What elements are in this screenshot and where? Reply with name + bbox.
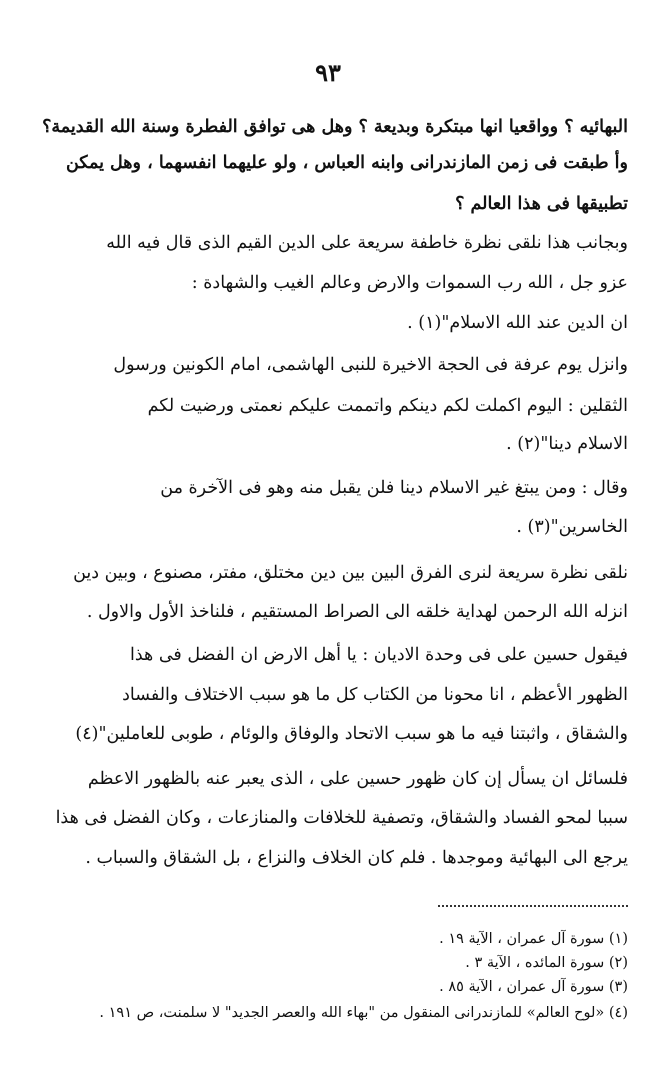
body-line: فلسائل ان يسأل إن كان ظهور حسين على ، الذى يعبر عنه بالظهور الاعظم [87,769,628,789]
body-line: البهائيه ؟ وواقعيا انها مبتكرة وبديعة ؟ وهل هى توافق الفطرة وسنة الله القديمة؟ [42,117,628,137]
body-line: وأ طبقت فى زمن المازندرانى وابنه العباس ، ولو عليهما انفسهما ، وهل يمكن [65,153,628,173]
body-line: فيقول حسين على فى وحدة الاديان : يا أهل الارض ان الفضل فى هذا [130,645,628,665]
footnote: (٣) سورة آل عمران ، الآية ٨٥ . [439,979,628,995]
body-line: نلقى نظرة سريعة لنرى الفرق البين بين دين مختلق، مفتر، مصنوع ، وبين دين [73,563,628,583]
body-line: تطبيقها فى هذا العالم ؟ [455,194,628,214]
footnote: (٢) سورة المائده ، الآية ٣ . [465,955,628,971]
body-line: عزو جل ، الله رب السموات والارض وعالم الغيب والشهادة : [191,273,628,293]
footnote: (١) سورة آل عمران ، الآية ١٩ . [439,931,628,947]
body-line: وقال : ومن يبتغ غير الاسلام دينا فلن يقبل منه وهو فى الآخرة من [160,478,628,498]
body-line: الظهور الأعظم ، انا محونا من الكتاب كل ما هو سبب الاختلاف والفساد [122,685,628,705]
body-line: والشقاق ، واثبتنا فيه ما هو سبب الاتحاد والوفاق والوئام ، طوبى للعاملين"(٤) [75,724,628,744]
footnote: (٤) «لوح العالم» للمازندرانى المنقول من "بهاء الله والعصر الجديد" لا سلمنت، ص ١٩١ . [99,1005,628,1021]
body-line: الاسلام دينا"(٢) . [506,434,628,454]
body-line: الخاسرين"(٣) . [516,517,628,537]
body-line: انزله الله الرحمن لهداية خلقه الى الصراط المستقيم ، فلناخذ الأول والاول . [86,602,628,622]
body-line: الثقلين : اليوم اكملت لكم دينكم واتممت عليكم نعمتى ورضيت لكم [147,396,628,416]
body-line: سببا لمحو الفساد والشقاق، وتصفية للخلافات والمنازعات ، وكان الفضل فى هذا [55,808,628,828]
body-line: وبجانب هذا نلقى نظرة خاطفة سريعة على الدين القيم الذى قال فيه الله [106,233,628,253]
body-line: يرجع الى البهائية وموجدها . فلم كان الخلاف والنزاع ، بل الشقاق والسباب . [85,848,628,868]
page-number: ٩٣ [315,58,341,87]
body-line: ان الدين عند الله الاسلام"(١) . [407,313,628,333]
footnote-separator [438,905,628,907]
body-line: وانزل يوم عرفة فى الحجة الاخيرة للنبى الهاشمى، امام الكونين ورسول [113,355,628,375]
